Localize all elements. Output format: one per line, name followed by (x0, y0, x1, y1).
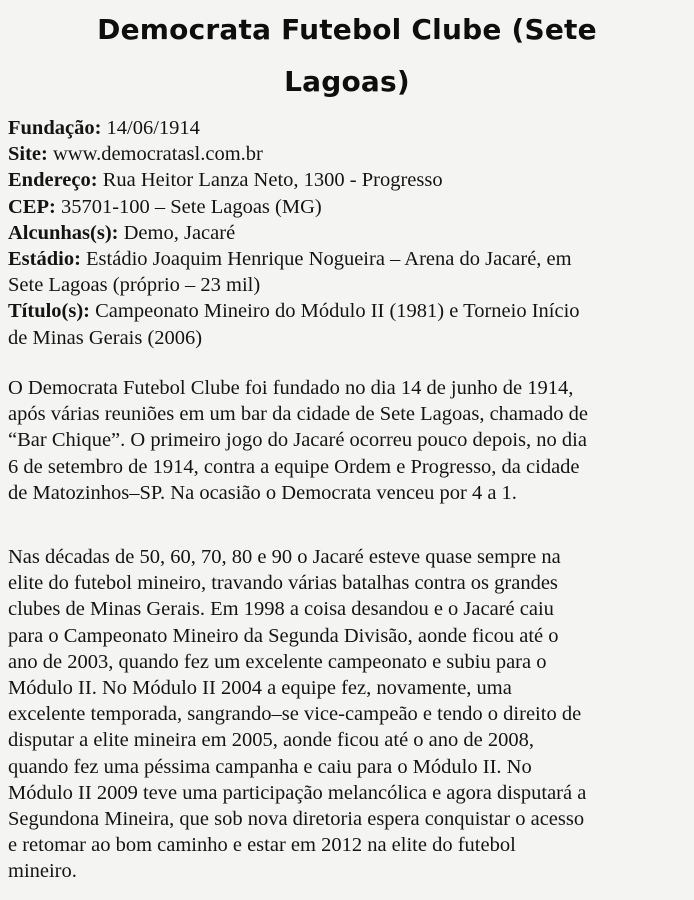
fact-value: Estádio Joaquim Henrique Nogueira – Arena do Jacaré, em (80, 248, 572, 271)
text-line: “Bar Chique”. O primeiro jogo do Jacaré ocorreu pouco depois, no dia (8, 429, 587, 452)
fact-value: 14/06/1914 (101, 117, 200, 139)
page-title (40, 4, 654, 108)
fact-value-continued: Sete Lagoas (próprio – 23 mil) (8, 274, 261, 297)
text-line: O Democrata Futebol Clube foi fundado no dia 14 de junho de 1914, (8, 377, 574, 399)
text-line: Segundona Mineira, que sob nova diretoria espera conquistar o acesso (8, 808, 585, 831)
fact-label: Site: (8, 143, 48, 166)
fact-alcunhas (8, 220, 688, 246)
fact-label: Alcunhas(s): (8, 221, 119, 244)
fact-site (8, 141, 688, 167)
title-line-2: Lagoas) (284, 65, 410, 98)
text-line: Nas décadas de 50, 60, 70, 80 e 90 o Jacaré esteve quase sempre na (8, 546, 561, 568)
text-line: quando fez uma péssima campanha e caiu para o Módulo II. No (8, 755, 532, 778)
text-line: para o Campeonato Mineiro da Segunda Divisão, aonde ficou até o (8, 624, 559, 647)
text-line: Módulo II 2009 teve uma participação melancólica e agora disputará a (8, 781, 587, 804)
history-paragraph-2 (8, 544, 692, 885)
fact-value: Campeonato Mineiro do Módulo II (1981) e Torneio Início (90, 300, 580, 323)
fact-label: Endereço: (8, 169, 98, 192)
history-paragraph-1 (8, 375, 692, 506)
fact-titulos (8, 298, 688, 350)
fact-label: Título(s): (8, 300, 90, 323)
fact-value: Rua Heitor Lanza Neto, 1300 - Progresso (97, 169, 443, 192)
fact-label: Fundação: (8, 117, 102, 139)
fact-fundacao (8, 115, 688, 141)
text-line: disputar a elite mineira em 2005, aonde ficou até o ano de 2008, (8, 729, 534, 752)
text-line: elite do futebol mineiro, travando várias batalhas contra os grandes (8, 572, 558, 595)
fact-value-continued: de Minas Gerais (2006) (8, 326, 203, 349)
club-facts (8, 115, 688, 351)
title-line-1: Democrata Futebol Clube (Sete (97, 13, 597, 46)
fact-estadio (8, 246, 688, 298)
text-line: ano de 2003, quando fez um excelente campeonato e subiu para o (8, 650, 547, 673)
text-line: e retomar ao bom caminho e estar em 2012 na elite do futebol (8, 834, 516, 857)
text-line: clubes de Minas Gerais. Em 1998 a coisa desandou e o Jacaré caiu (8, 598, 554, 621)
text-line: 6 de setembro de 1914, contra a equipe Ordem e Progresso, da cidade (8, 455, 580, 478)
fact-label: Estádio: (8, 248, 81, 271)
fact-value: Demo, Jacaré (118, 221, 236, 244)
fact-label: CEP: (8, 195, 56, 218)
fact-value: 35701-100 – Sete Lagoas (MG) (55, 195, 322, 218)
text-line: Módulo II. No Módulo II 2004 a equipe fez, novamente, uma (8, 677, 512, 700)
fact-value: www.democratasl.com.br (47, 143, 263, 166)
text-line: de Matozinhos–SP. Na ocasião o Democrata venceu por 4 a 1. (8, 481, 517, 504)
text-line: após várias reuniões em um bar da cidade de Sete Lagoas, chamado de (8, 403, 589, 426)
fact-endereco (8, 167, 688, 193)
fact-cep (8, 194, 688, 220)
text-line: mineiro. (8, 860, 77, 883)
text-line: excelente temporada, sangrando–se vice-campeão e tendo o direito de (8, 703, 582, 726)
